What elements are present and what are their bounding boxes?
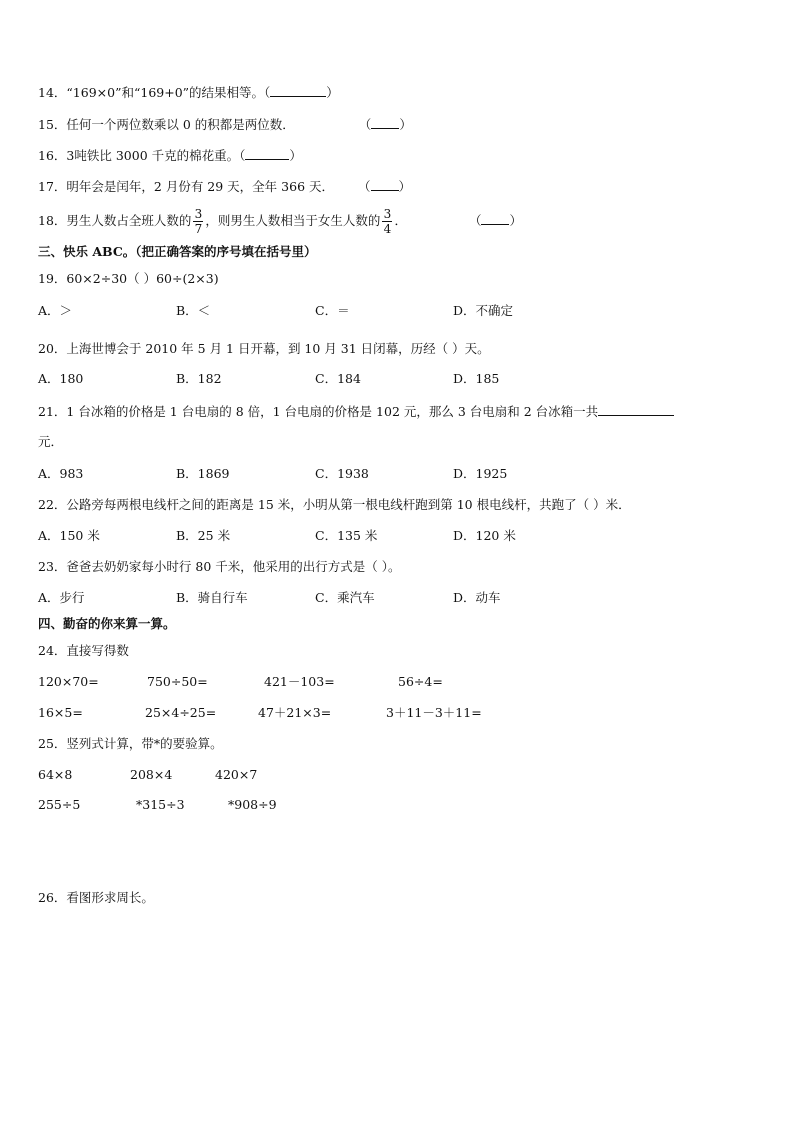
option-a[interactable]: A．步行 — [38, 590, 85, 605]
option-d[interactable]: D．1925 — [453, 466, 508, 481]
question-25: 25．竖列式计算，带*的要验算。 — [38, 736, 223, 751]
question-26: 26．看图形求周长。 — [38, 890, 154, 905]
calc-item: 56÷4= — [398, 674, 443, 689]
option-b[interactable]: B．1869 — [176, 466, 230, 481]
question-14: 14．“169×0”和“169+0”的结果相等。（ ） — [38, 85, 339, 100]
option-b[interactable]: B．骑自行车 — [176, 590, 248, 605]
calc-item: *908÷9 — [228, 797, 277, 812]
option-d[interactable]: D．不确定 — [453, 303, 514, 318]
calc-item: 208×4 — [130, 767, 173, 782]
question-17-text: 17．明年会是闰年，2 月份有 29 天，全年 366 天． — [38, 179, 334, 194]
calc-item: 64×8 — [38, 767, 73, 782]
question-21 — [38, 403, 674, 420]
answer-blank-21[interactable] — [598, 403, 674, 416]
answer-blank-17[interactable] — [371, 178, 399, 191]
question-17: 17．明年会是闰年，2 月份有 29 天，全年 366 天． （ ） — [38, 179, 412, 194]
calc-item: 750÷50= — [147, 674, 208, 689]
question-16-text: 16．3吨铁比 3000 千克的棉花重。（ — [38, 148, 246, 163]
option-a[interactable]: A．＞ — [38, 303, 73, 318]
option-c[interactable]: C．＝ — [315, 303, 350, 318]
question-16: 16．3吨铁比 3000 千克的棉花重。（ ） — [38, 148, 302, 163]
option-c[interactable]: C．1938 — [315, 466, 369, 481]
question-15-text: 15．任何一个两位数乘以 0 的积都是两位数． — [38, 117, 295, 132]
option-d[interactable]: D．120 米 — [453, 528, 516, 543]
calc-item: 120×70= — [38, 674, 99, 689]
question-19-options — [38, 303, 598, 319]
question-18: 18．男生人数占全班人数的 $\frac{3}{7}$ ，则男生人数相当于女生人数的 $\frac{3}{4}$ ． （ ） — [38, 207, 522, 236]
question-20-options — [38, 371, 598, 387]
option-b[interactable]: B．＜ — [176, 303, 211, 318]
calc-item: 16×5= — [38, 705, 83, 720]
fraction-3-7: $\frac{3}{7}$ — [194, 207, 203, 236]
section-4-heading: 四、勤奋的你来算一算。 — [38, 616, 176, 631]
fraction-3-4: $\frac{3}{4}$ — [383, 207, 392, 236]
section-3-heading: 三、快乐 ABC。（把正确答案的序号填在括号里） — [38, 244, 317, 259]
option-c[interactable]: C．乘汽车 — [315, 590, 375, 605]
question-23-options — [38, 590, 598, 606]
answer-blank-16[interactable] — [245, 147, 289, 160]
question-21-text: 21．1 台冰箱的价格是 1 台电扇的 8 倍，1 台电扇的价格是 102 元，那么 3 台电扇和 2 台冰箱一共 — [38, 404, 599, 419]
question-14-text: 14．“169×0”和“169+0”的结果相等。（ — [38, 85, 271, 100]
question-22-options — [38, 528, 598, 544]
question-24: 24．直接写得数 — [38, 643, 129, 658]
calc-item: 47＋21×3= — [258, 705, 332, 720]
question-23: 23．爸爸去奶奶家每小时行 80 千米，他采用的出行方式是（ ）。 — [38, 559, 401, 574]
option-d[interactable]: D．动车 — [453, 590, 501, 605]
question-20: 20．上海世博会于 2010 年 5 月 1 日开幕，到 10 月 31 日闭幕，历经（ ）天。 — [38, 341, 490, 356]
question-21-options — [38, 466, 598, 482]
question-19: 19．60×2÷30（ ）60÷(2×3) — [38, 271, 219, 286]
option-c[interactable]: C．135 米 — [315, 528, 378, 543]
answer-blank-15[interactable] — [371, 116, 399, 129]
option-a[interactable]: A．180 — [38, 371, 84, 386]
calc-item: 3＋11－3＋11= — [386, 705, 482, 720]
option-c[interactable]: C．184 — [315, 371, 361, 386]
option-b[interactable]: B．25 米 — [176, 528, 231, 543]
answer-blank-14[interactable] — [270, 84, 326, 97]
option-a[interactable]: A．150 米 — [38, 528, 100, 543]
calc-item: 420×7 — [215, 767, 258, 782]
calc-item: 255÷5 — [38, 797, 81, 812]
option-d[interactable]: D．185 — [453, 371, 500, 386]
calc-item: 421－103= — [264, 674, 335, 689]
calc-item: 25×4÷25= — [145, 705, 217, 720]
option-a[interactable]: A．983 — [38, 466, 84, 481]
question-15: 15．任何一个两位数乘以 0 的积都是两位数． （ ） — [38, 117, 412, 132]
calc-item: *315÷3 — [136, 797, 185, 812]
option-b[interactable]: B．182 — [176, 371, 222, 386]
answer-blank-18[interactable] — [481, 212, 509, 225]
question-22: 22．公路旁每两根电线杆之间的距离是 15 米，小明从第一根电线杆跑到第 10 根电线杆，共跑了（ ）米． — [38, 497, 631, 512]
question-21-cont: 元． — [38, 434, 64, 449]
